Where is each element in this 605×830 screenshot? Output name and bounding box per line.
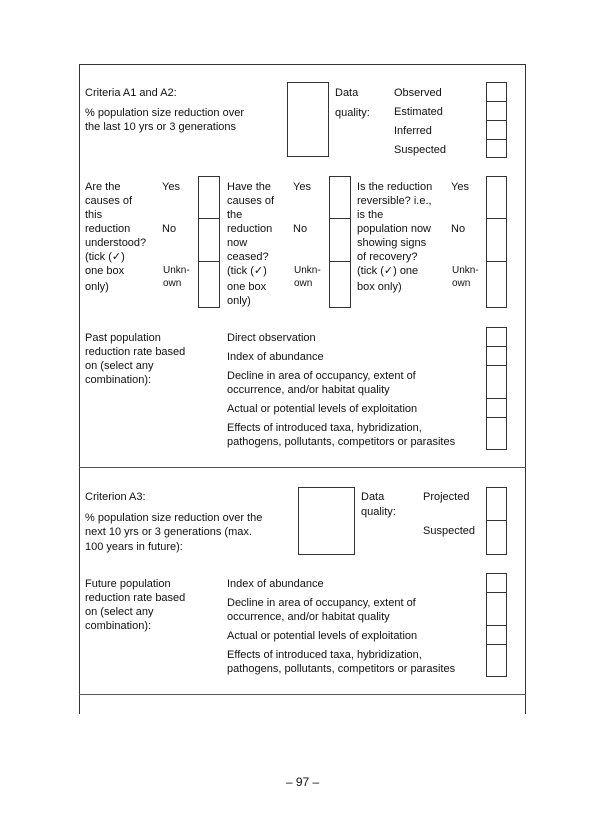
- causes-understood-question: only): [85, 281, 109, 293]
- unknown-label: own: [452, 278, 471, 289]
- checkbox-future-exploitation[interactable]: [486, 625, 507, 645]
- checkbox-index-of-abundance[interactable]: [486, 346, 507, 366]
- yes-label: Yes: [293, 181, 311, 193]
- checkbox-ceased-unknown[interactable]: [329, 261, 351, 308]
- option-introduced-taxa: pathogens, pollutants, competitors or parasites: [227, 663, 456, 675]
- unknown-label: own: [163, 278, 182, 289]
- option-decline-area: occurrence, and/or habitat quality: [227, 611, 390, 623]
- criterion-a3-description: next 10 yrs or 3 generations (max.: [85, 526, 252, 538]
- reduction-reversible-question: box only): [357, 281, 402, 293]
- checkbox-estimated[interactable]: [486, 101, 507, 121]
- page-number: – 97 –: [285, 775, 320, 789]
- causes-understood-question: causes of: [85, 195, 133, 207]
- section-divider: [79, 694, 526, 695]
- option-direct-observation: Direct observation: [227, 332, 316, 344]
- causes-ceased-question: only): [227, 295, 251, 307]
- reduction-percent-input[interactable]: [287, 82, 329, 157]
- criteria-a1-a2-title: Criteria A1 and A2:: [85, 87, 177, 99]
- data-quality-label: quality:: [335, 107, 370, 119]
- causes-understood-question: reduction: [85, 223, 131, 235]
- quality-option-estimated: Estimated: [394, 106, 443, 118]
- reduction-reversible-question: showing signs: [357, 237, 427, 249]
- future-reduction-percent-input[interactable]: [298, 487, 355, 555]
- past-basis-label: reduction rate based: [85, 346, 186, 358]
- causes-understood-question: (tick (✓): [85, 251, 125, 263]
- checkbox-inferred[interactable]: [486, 120, 507, 140]
- data-quality-label: Data: [335, 87, 359, 99]
- quality-option-inferred: Inferred: [394, 125, 432, 137]
- option-index-of-abundance: Index of abundance: [227, 351, 324, 363]
- causes-understood-question: one box: [85, 265, 125, 277]
- checkbox-suspected-a3[interactable]: [486, 520, 507, 555]
- criteria-a1-a2-description: % population size reduction over: [85, 107, 244, 119]
- yes-label: Yes: [451, 181, 469, 193]
- checkbox-future-introduced-taxa[interactable]: [486, 644, 507, 677]
- criterion-a3-description: 100 years in future):: [85, 541, 183, 553]
- reduction-reversible-question: of recovery?: [357, 251, 418, 263]
- checkbox-future-decline-area[interactable]: [486, 592, 507, 626]
- checkbox-reversible-no[interactable]: [486, 218, 507, 262]
- no-label: No: [293, 223, 308, 235]
- reduction-reversible-question: population now: [357, 223, 432, 235]
- option-introduced-taxa: pathogens, pollutants, competitors or parasites: [227, 436, 456, 448]
- reduction-reversible-question: Is the reduction: [357, 181, 433, 193]
- causes-understood-question: Are the: [85, 181, 121, 193]
- causes-ceased-question: ceased?: [227, 251, 269, 263]
- quality-option-suspected: Suspected: [423, 525, 475, 537]
- future-basis-label: combination):: [85, 620, 152, 632]
- reduction-reversible-question: reversible? i.e.,: [357, 195, 432, 207]
- past-basis-label: combination):: [85, 374, 152, 386]
- future-basis-label: Future population: [85, 578, 171, 590]
- unknown-label: own: [294, 278, 313, 289]
- causes-ceased-question: one box: [227, 281, 267, 293]
- checkbox-future-index-of-abundance[interactable]: [486, 573, 507, 593]
- option-exploitation: Actual or potential levels of exploitation: [227, 630, 418, 642]
- checkbox-introduced-taxa[interactable]: [486, 417, 507, 450]
- yes-label: Yes: [162, 181, 180, 193]
- checkbox-observed[interactable]: [486, 82, 507, 102]
- checkbox-direct-observation[interactable]: [486, 327, 507, 347]
- reduction-reversible-question: is the: [357, 209, 384, 221]
- checkbox-understood-unknown[interactable]: [198, 261, 220, 308]
- data-quality-label: quality:: [361, 506, 396, 518]
- checkbox-suspected[interactable]: [486, 139, 507, 158]
- unknown-label: Unkn-: [294, 265, 321, 276]
- causes-ceased-question: Have the: [227, 181, 272, 193]
- option-introduced-taxa: Effects of introduced taxa, hybridization,: [227, 422, 422, 434]
- checkbox-projected[interactable]: [486, 487, 507, 521]
- causes-understood-question: understood?: [85, 237, 147, 249]
- causes-understood-question: this: [85, 209, 103, 221]
- past-basis-label: Past population: [85, 332, 161, 344]
- past-basis-label: on (select any: [85, 360, 154, 372]
- checkbox-understood-no[interactable]: [198, 218, 220, 262]
- criterion-a3-title: Criterion A3:: [85, 491, 146, 503]
- quality-option-suspected: Suspected: [394, 144, 446, 156]
- quality-option-projected: Projected: [423, 491, 470, 503]
- unknown-label: Unkn-: [452, 265, 479, 276]
- option-introduced-taxa: Effects of introduced taxa, hybridization,: [227, 649, 422, 661]
- causes-ceased-question: (tick (✓): [227, 265, 267, 277]
- data-quality-label: Data: [361, 491, 385, 503]
- quality-option-observed: Observed: [394, 87, 442, 99]
- option-index-of-abundance: Index of abundance: [227, 578, 324, 590]
- causes-ceased-question: reduction: [227, 223, 273, 235]
- causes-ceased-question: now: [227, 237, 248, 249]
- checkbox-reversible-unknown[interactable]: [486, 261, 507, 308]
- option-decline-area: Decline in area of occupancy, extent of: [227, 370, 416, 382]
- no-label: No: [451, 223, 466, 235]
- checkbox-ceased-yes[interactable]: [329, 176, 351, 219]
- checkbox-ceased-no[interactable]: [329, 218, 351, 262]
- option-decline-area: occurrence, and/or habitat quality: [227, 384, 390, 396]
- causes-ceased-question: the: [227, 209, 243, 221]
- criterion-a3-description: % population size reduction over the: [85, 512, 263, 524]
- option-exploitation: Actual or potential levels of exploitation: [227, 403, 418, 415]
- future-basis-label: on (select any: [85, 606, 154, 618]
- checkbox-understood-yes[interactable]: [198, 176, 220, 219]
- reduction-reversible-question: (tick (✓) one: [357, 265, 419, 277]
- checkbox-decline-area[interactable]: [486, 365, 507, 399]
- section-divider: [79, 467, 526, 468]
- causes-ceased-question: causes of: [227, 195, 275, 207]
- checkbox-reversible-yes[interactable]: [486, 176, 507, 219]
- criteria-a1-a2-description: the last 10 yrs or 3 generations: [85, 121, 237, 133]
- future-basis-label: reduction rate based: [85, 592, 186, 604]
- option-decline-area: Decline in area of occupancy, extent of: [227, 597, 416, 609]
- unknown-label: Unkn-: [163, 265, 190, 276]
- checkbox-exploitation[interactable]: [486, 398, 507, 418]
- no-label: No: [162, 223, 177, 235]
